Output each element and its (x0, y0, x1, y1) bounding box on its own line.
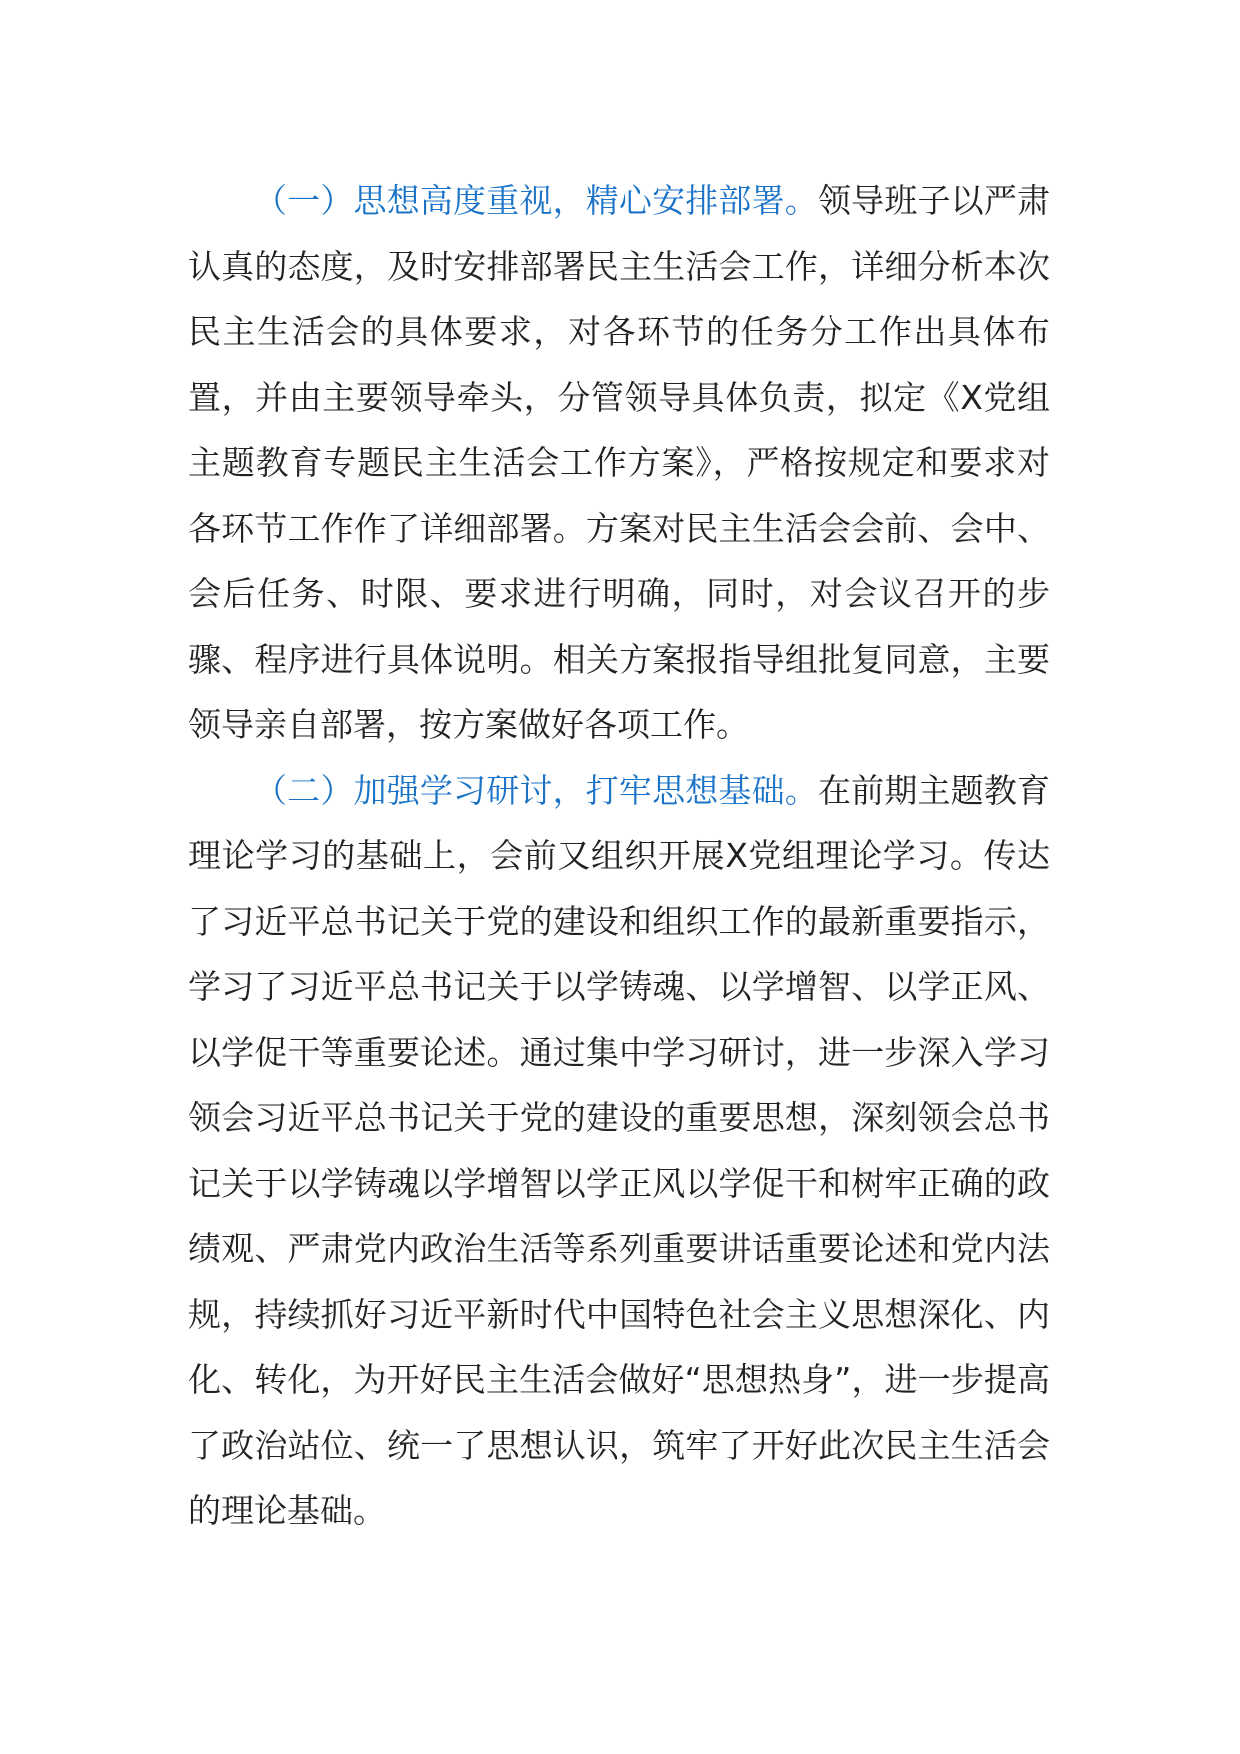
paragraph-2 (188, 758, 1050, 1544)
paragraph-2-text: 在前期主题教育理论学习的基础上，会前又组织开展X党组理论学习。传达了习近平总书记关于党的建设和组织工作的最新重要指示，学习了习近平总书记关于以学铸魂、以学增智、以学正风、以学促干等重要论述。通过集中学习研讨，进一步深入学习领会习近平总书记关于党的建设的重要思想，深刻领会总书记关于以学铸魂以学增智以学正风以学促干和树牢正确的政绩观、严肃党内政治生活等系列重要讲话重要论述和党内法规，持续抓好习近平新时代中国特色社会主义思想深化、内化、转化，为开好民主生活会做好“思想热身”，进一步提高了政治站位、统一了思想认识，筑牢了开好此次民主生活会的理论基础。 (188, 770, 1051, 1530)
paragraph-1-heading: （一）思想高度重视，精心安排部署。 (254, 181, 818, 220)
document-body (188, 168, 1050, 1544)
paragraph-2-heading: （二）加强学习研讨，打牢思想基础。 (254, 770, 818, 810)
paragraph-1-text: 领导班子以严肃认真的态度，及时安排部署民主生活会工作，详细分析本次民主生活会的具体要求，对各环节的任务分工作出具体布置，并由主要领导牵头，分管领导具体负责，拟定《X党组主题教育专题民主生活会工作方案》，严格按规定和要求对各环节工作作了详细部署。方案对民主生活会会前、会中、会后任务、时限、要求进行明确，同时，对会议召开的步骤、程序进行具体说明。相关方案报指导组批复同意，主要领导亲自部署，按方案做好各项工作。 (188, 181, 1051, 744)
paragraph-1 (188, 168, 1050, 758)
